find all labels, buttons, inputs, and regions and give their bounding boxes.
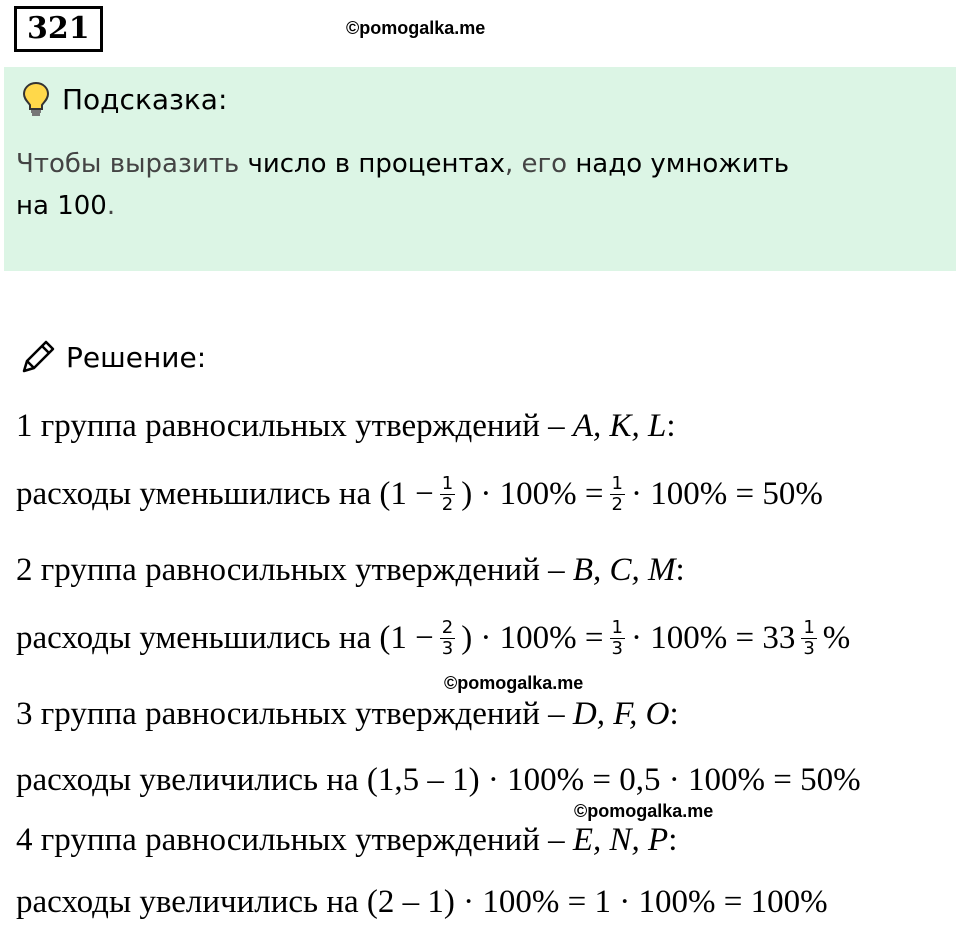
calc-text: ) · 100% = (461, 620, 604, 656)
fraction-denominator: 3 (611, 638, 623, 659)
colon: : (675, 552, 685, 588)
fraction (440, 474, 455, 515)
colon: : (666, 408, 676, 444)
group-3-statement (16, 696, 679, 733)
group-label: 1 группа равносильных утверждений – (16, 408, 565, 444)
fraction-denominator: 3 (803, 638, 815, 659)
fraction-numerator: 1 (803, 617, 815, 638)
hint-text-part: Чтобы выразить (16, 149, 248, 179)
group-letters: B, C, M (572, 552, 676, 588)
calc-text: расходы уменьшились на (1 − (16, 476, 434, 512)
group-1-statement (16, 408, 676, 445)
fraction-numerator: 1 (611, 617, 623, 638)
hint-text-part: , его (504, 149, 576, 179)
fraction-denominator: 2 (611, 494, 623, 515)
group-label: 3 группа равносильных утверждений – (16, 696, 565, 732)
calc-text: % (822, 620, 851, 656)
hint-text-emphasis: надо умножить (575, 149, 790, 179)
calc-text: ) · 100% = (461, 476, 604, 512)
solution-title-label: Решение: (66, 340, 207, 374)
colon: : (669, 696, 679, 732)
hint-text-part: . (106, 191, 116, 221)
hint-title-label: Подсказка: (62, 82, 228, 116)
fraction (801, 618, 816, 659)
hint-box (4, 67, 956, 271)
task-number: 321 (14, 6, 103, 52)
fraction-denominator: 3 (441, 638, 454, 659)
watermark: ©pomogalka.me (444, 673, 584, 693)
group-label: 2 группа равносильных утверждений – (16, 552, 565, 588)
group-2-calculation (16, 618, 850, 659)
pencil-icon (18, 337, 58, 377)
group-4-statement (16, 822, 677, 859)
fraction-numerator: 1 (441, 473, 454, 494)
calc-text: расходы уменьшились на (1 − (16, 620, 434, 656)
hint-text-emphasis: число в процентах (247, 149, 505, 179)
fraction (610, 618, 625, 659)
hint-title (22, 81, 227, 117)
hint-text (16, 143, 876, 227)
fraction (440, 618, 455, 659)
fraction-numerator: 1 (611, 473, 623, 494)
watermark: ©pomogalka.me (346, 18, 486, 38)
group-letters: D, F, O (572, 696, 670, 732)
group-3-calculation: расходы увеличились на (1,5 – 1) · 100% = 0,5 · 100% = 50% (16, 762, 861, 798)
fraction-denominator: 2 (441, 494, 454, 515)
calc-text: · 100% = 33 (630, 620, 796, 656)
fraction-numerator: 2 (441, 617, 454, 638)
solution-title (18, 337, 206, 377)
lightbulb-icon (22, 81, 50, 117)
hint-text-emphasis: на 100 (16, 191, 107, 221)
colon: : (668, 822, 678, 858)
group-letters: E, N, P (572, 822, 669, 858)
fraction (610, 474, 625, 515)
group-1-calculation (16, 474, 823, 515)
group-letters: A, K, L (572, 408, 667, 444)
calc-text: · 100% = 50% (630, 476, 823, 512)
watermark: ©pomogalka.me (574, 801, 714, 821)
group-2-statement (16, 552, 685, 589)
group-label: 4 группа равносильных утверждений – (16, 822, 565, 858)
group-4-calculation: расходы увеличились на (2 – 1) · 100% = 1 · 100% = 100% (16, 884, 828, 920)
